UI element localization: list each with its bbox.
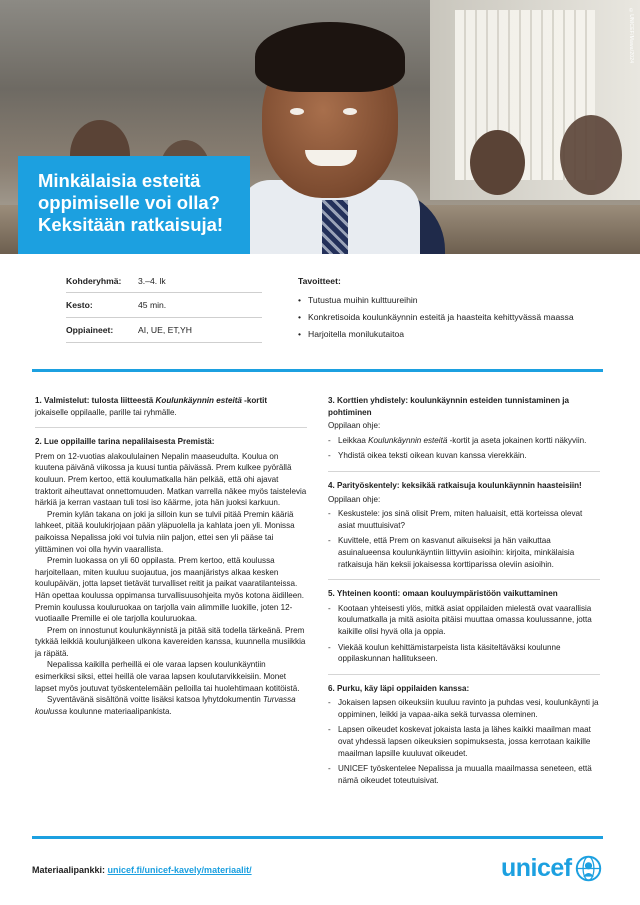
instruction-item: - Jokaisen lapsen oikeuksiin kuuluu ravinto ja puhdas vesi, koulunkäynti ja oppiminen, leikki ja vapaa-aika sekä turvassa oleminen. <box>328 697 600 720</box>
smile <box>305 150 357 166</box>
goals <box>298 270 598 346</box>
instruction-item: - Kuvittele, että Prem on kasvanut aikuiseksi ja hän vaikuttaa asuinalueensa koulunkäyntiin liittyviin asioihin: kirjoita, minkälaisia ratkaisuja hän keksii jokaisessa korttiparissa oleviin asioihin. <box>328 535 600 570</box>
section-4-heading: 4. Parityöskentely: keksikää ratkaisuja koulunkäynnin haasteisiin! <box>328 480 582 490</box>
story-paragraph: Nepalissa kaikilla perheillä ei ole varaa lapsen koulunkäyntiin esimerkiksi siksi, ettei heillä ole varaa lapsen koulutarvikkeisiin. Monet lapset myös joutuvat työskentelemään pelloilla tai huolehtimaan kotitöistä. <box>35 660 300 693</box>
info-row-duration: Kesto: 45 min. <box>66 293 262 318</box>
story-paragraph: Prem on innostunut koulunkäynnistä ja pitää sitä todella tärkeänä. Prem tykkää leikkiä koulunjälkeen ulkona kavereiden kanssa, kuunnella musiikkia ja räpätä. <box>35 625 306 658</box>
logo-text: unicef <box>501 854 572 882</box>
title-box <box>18 156 250 254</box>
section-2-heading: 2. Lue oppilaille tarina nepalilaisesta Premistä: <box>35 437 215 447</box>
divider-bottom <box>32 836 603 839</box>
photo-credit: ©UNICEF/Mawa/2024 <box>628 8 634 64</box>
section-1-heading: 1. Valmistelut: tulosta liitteestä Koulunkäynnin esteitä -kortit <box>35 396 268 405</box>
instruction-item: - UNICEF työskentelee Nepalissa ja muualla maailmassa seneteen, että nämä oikeudet toteutuisivat. <box>328 763 600 786</box>
lesson-info-table <box>66 270 262 343</box>
student-instruction-label: Oppilaan ohje: <box>328 494 381 504</box>
section-6-heading: 6. Purku, käy läpi oppilaiden kanssa: <box>328 683 470 693</box>
goal-item: • Tutustua muihin kulttuureihin <box>308 295 598 306</box>
section-5-heading: 5. Yhteinen koonti: omaan kouluympäristöön vaikuttaminen <box>328 589 558 599</box>
instruction-item: - Kootaan yhteisesti ylös, mitkä asiat oppilaiden mielestä ovat vaarallisia koulumatkalla ja mitä asioita pitäisi muuttaa omassa koulussanne, jotta kaikille olisi hyvä olla ja oppia. <box>328 603 600 638</box>
instruction-item: - Leikkaa Koulunkäynnin esteitä -kortit ja aseta jokainen kortti näkyviin. <box>328 435 600 447</box>
info-row-target-group: Kohderyhmä: 3.–4. lk <box>66 270 262 293</box>
material-bank-link[interactable]: unicef.fi/unicef-kavely/materiaalit/ <box>107 865 252 875</box>
goal-item: • Harjoitella monilukutaitoa <box>308 329 598 340</box>
globe-emblem-icon <box>575 855 602 882</box>
story-paragraph: Syventävänä sisältönä voitte lisäksi katsoa lyhytdokumentin Turvassa koulussa koulunne materiaalipankista. <box>35 695 296 716</box>
section-3-heading: 3. Korttien yhdistely: koulunkäynnin esteiden tunnistaminen ja pohtiminen <box>328 396 570 417</box>
story-paragraph: Premin luokassa on yli 60 oppilasta. Prem kertoo, että koulussa harjoitellaan, miten kuuluu suojautua, jos maanjäristys alkaa kesken koulupäivän, jotta lapset tietävät turvalliset reitit ja paikat vaaratilanteissa. Hän opettaa koulussa oppimansa turvallisuusohjeita myös kotona äidilleen. Premin koulussa kouluruokaa on tarjolla vain alimmille luokille, joten 12-vuotiaalle Premille ei ole tarjolla kouluruokaa. <box>35 556 305 624</box>
background-child <box>470 130 525 195</box>
footer <box>32 865 252 875</box>
instruction-item: - Viekää koulun kehittämistarpeista lista käsiteltäväksi koulunne oppilaskunnan hallitukseen. <box>328 642 600 665</box>
goals-heading: Tavoitteet: <box>298 276 341 286</box>
right-column <box>328 395 600 790</box>
left-column <box>35 395 307 717</box>
goal-item: • Konkretisoida koulunkäynnin esteitä ja haasteita kehittyvässä maassa <box>308 312 598 323</box>
story-paragraph: Prem on 12-vuotias alakoululainen Nepalin maaseudulta. Koulua on kuutena päivänä viikossa ja kuusi tuntia päivässä. Prem kulkee pyörällä kouluun. Prem kertoo, että koulumatkalla hän pelkää, että ohi ajavat traktorit aiheuttavat onnettomuuden. Matkan varrella näkee myös taistelevia härkiä ja kerran vastaan tuli tosi iso käärme, jota hän juoksi karkuun. <box>35 451 307 508</box>
instruction-item: - Keskustele: jos sinä olisit Prem, miten haluaisit, että korteissa olevat asiat muuttuisivat? <box>328 508 600 531</box>
unicef-logo <box>501 854 602 883</box>
student-instruction-label: Oppilaan ohje: <box>328 421 381 431</box>
background-child <box>560 115 622 195</box>
footer-label: Materiaalipankki: <box>32 865 108 875</box>
story-paragraph: Premin kylän takana on joki ja silloin kun se tulvii pitää Premin kääriä lahkeet, pitää koulukirjojaan pään yläpuolella ja kahlata joen yli. Monissa paikoissa Nepalissa joki voi tulvia niin paljon, ettei sen yli pääse tai ylittäminen voi olla hyvin vaarallista. <box>35 509 295 554</box>
section-1-text: jokaiselle oppilaalle, parille tai ryhmälle. <box>35 407 177 417</box>
info-row-subjects: Oppiaineet: AI, UE, ET,YH <box>66 318 262 343</box>
divider-top <box>32 369 603 372</box>
instruction-item: - Yhdistä oikea teksti oikean kuvan kanssa vierekkäin. <box>328 450 600 462</box>
page-title: Minkälaisia esteitä oppimiselle voi olla? Keksitään ratkaisuja! <box>38 170 224 235</box>
instruction-item: - Lapsen oikeudet koskevat jokaista lasta ja lähes kaikki maailman maat ovat yhdessä lapsen oikeuksien sopimuksesta, jossa kerrotaan kaikille maailman lapsille kuuluvat oikeudet. <box>328 724 600 759</box>
